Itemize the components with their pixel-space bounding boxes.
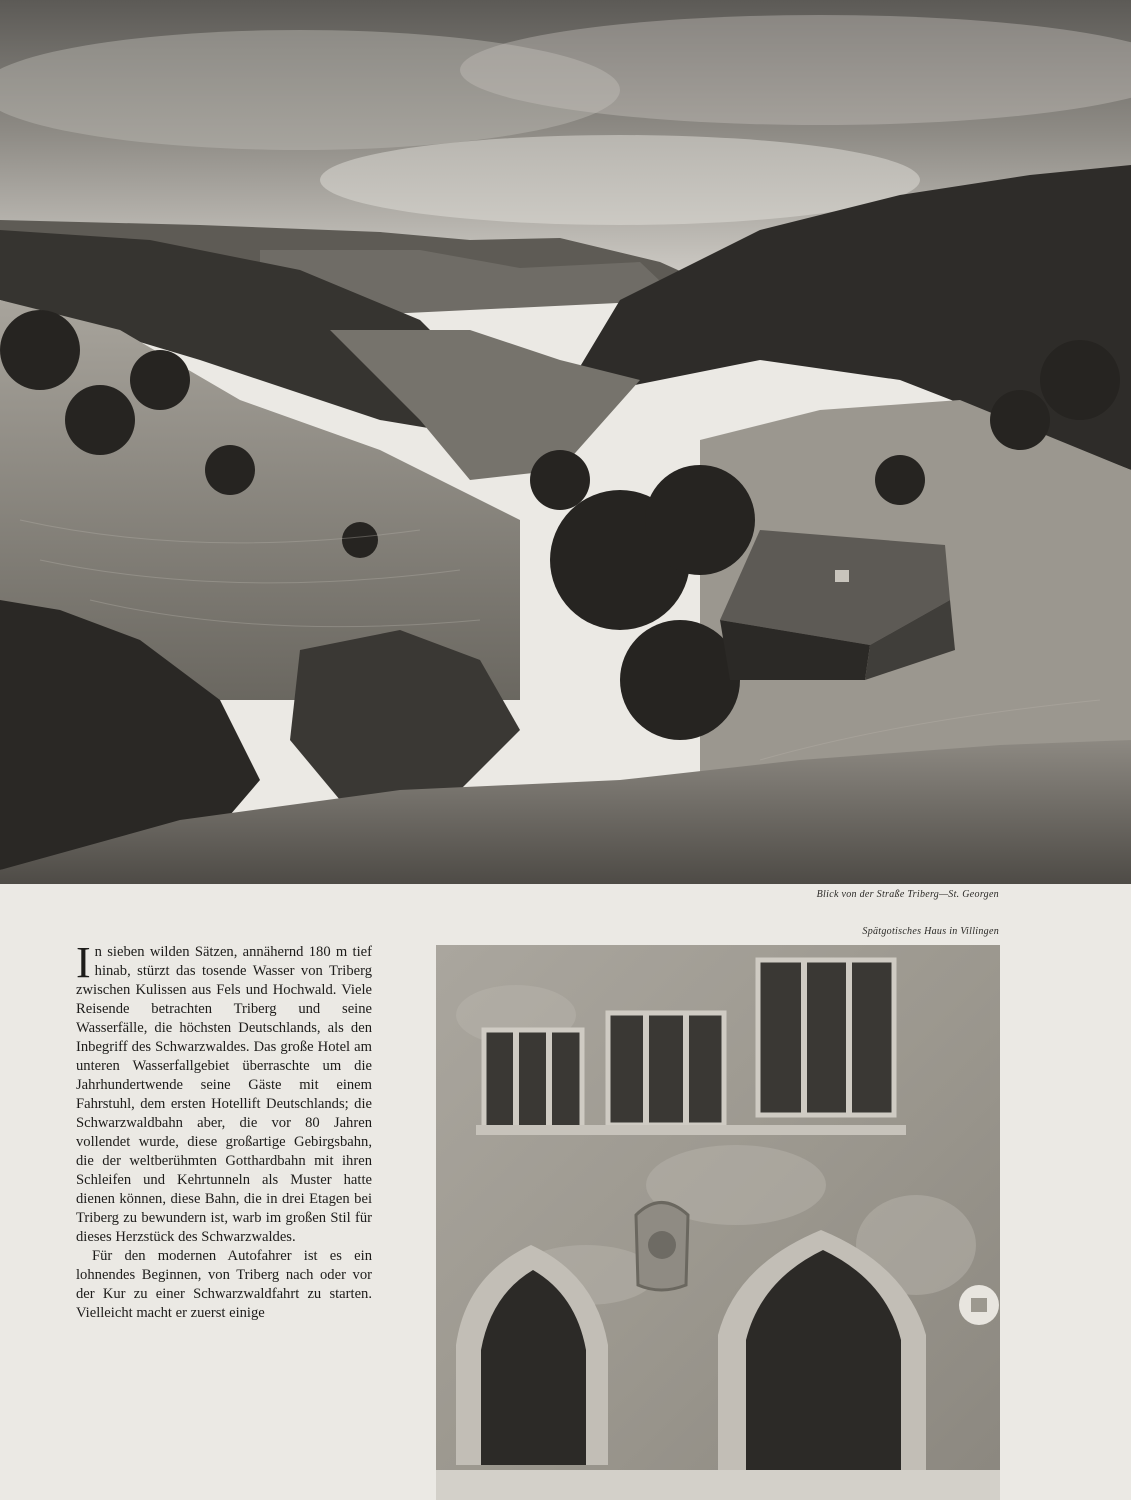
drop-cap: I — [76, 938, 91, 987]
article-paragraph-1 — [76, 938, 372, 1247]
article-paragraph-2: Für den modernen Autofahrer ist es ein lohnendes Beginnen, von Triberg nach oder vor der Kur zu einer Schwarzwaldfahrt zu starten. Vielleicht macht er zuerst einige — [76, 1248, 372, 1321]
farmhouse — [720, 530, 955, 680]
coat-of-arms — [636, 1203, 688, 1291]
paragraph-1-text: n sieben wilden Sätzen, annähernd 180 m tief hinab, stürzt das tosende Wasser von Triberg zwischen Kulissen aus Fels und Hochwald. Viele Reisende betrachten Triberg und seine Wasserfälle, die höchsten Deutschlands, als den Inbegriff des Schwarzwaldes. Das große Hotel am unteren Wasserfallgebiet überraschte um die Jahrhundertwende seine Gäste mit einem Fahrstuhl, dem ersten Hotellift Deutschlands; die Schwarzwaldbahn aber, die vor 80 Jahren vollendet wurde, diese großartige Gebirgsbahn, die der weltberühmten Gotthardbahn mit ihren Schleifen und Kehrtunneln als Muster hatte dienen können, diese Bahn, die in drei Etagen bei Triberg zu bewundern ist, warb im großen Stil für dieses Herzstück des Schwarzwaldes. — [76, 944, 372, 1245]
article-body — [76, 938, 372, 1323]
landscape-caption: Blick von der Straße Triberg—St. Georgen — [816, 889, 999, 900]
house-photo — [436, 945, 1000, 1500]
house-caption: Spätgotisches Haus in Villingen — [862, 926, 999, 937]
